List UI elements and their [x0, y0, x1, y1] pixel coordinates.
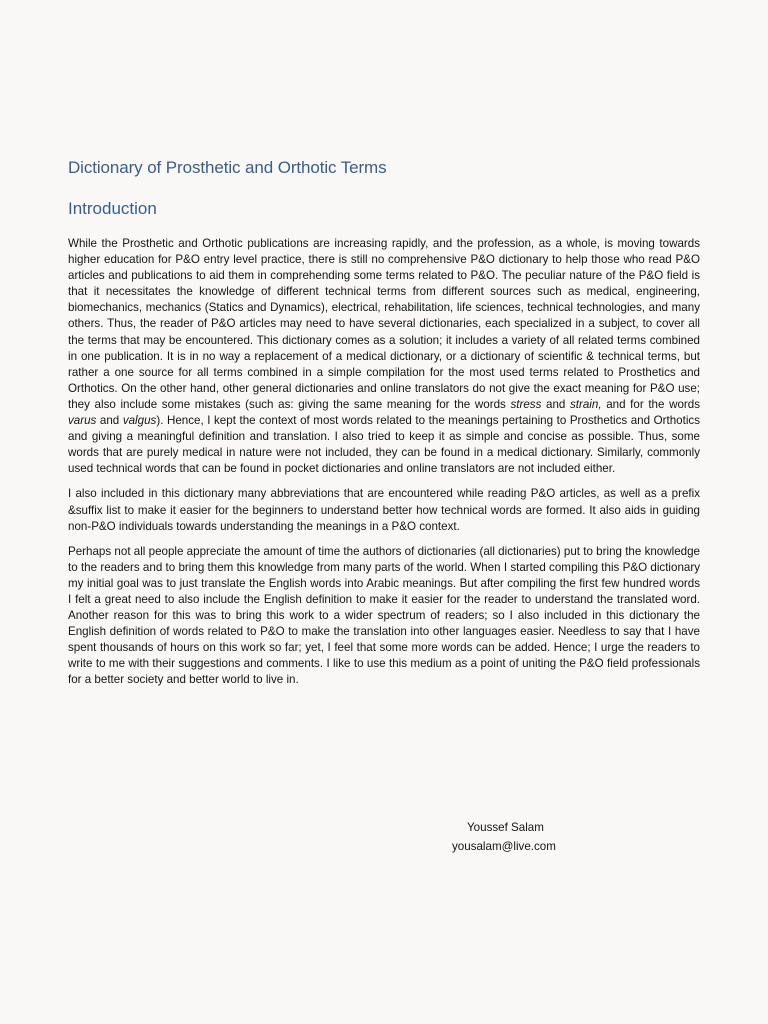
section-heading-introduction: Introduction — [68, 199, 157, 218]
author-email: yousalam@live.com — [452, 840, 556, 853]
term-strain: strain, — [569, 397, 602, 411]
term-valgus: valgus — [122, 414, 157, 428]
paragraph-1 — [68, 236, 700, 477]
paragraph-1-text-e: ). Hence, I kept the context of most words related to the meanings pertaining to Prosthetics and Orthotics and giving a meaningful definition and translation. I also tried to keep it as simple and concise as possible. Thus, some words that are purely medical in nature were not included, they can be found in a medical dictionary. Similarly, commonly used technical words that can be found in pocket dictionaries and online translators are not included either. — [68, 414, 700, 476]
term-varus: varus — [68, 414, 97, 428]
paragraph-1-text-d: and — [96, 414, 123, 428]
signature-block — [452, 818, 592, 856]
paragraph-1-text-a: While the Prosthetic and Orthotic publications are increasing rapidly, and the profession, as a whole, is moving towards higher education for P&O entry level practice, there is still no comprehensive P&O dictionary to help those who read P&O articles and publications to aid them in comprehending some terms related to P&O. The peculiar nature of the P&O field is that it necessitates the knowledge of different technical terms from different sources such as medical, engineering, biomechanics, mechanics (Statics and Dynamics), electrical, rehabilitation, life sciences, technical technologies, and many others. Thus, the reader of P&O articles may need to have several dictionaries, each specialized in a subject, to cover all the terms that may be encountered. This dictionary comes as a solution; it includes a variety of all related terms combined in one publication. It is in no way a replacement of a medical dictionary, or a dictionary of scientific & technical terms, but rather a one source for all terms combined in a simple compilation for the most used terms related to Prosthetics and Orthotics. On the other hand, other general dictionaries and online translators do not give the exact meaning for P&O use; they also include some mistakes (such as: giving the same meaning for the words — [68, 237, 700, 411]
paragraph-2: I also included in this dictionary many abbreviations that are encountered while reading P&O articles, as well as a prefix &suffix list to make it easier for the beginners to understand better how technical words are formed. It also aids in guiding non-P&O individuals towards understanding the meanings in a P&O context. — [68, 487, 700, 533]
paragraph-1-text-b: and — [541, 397, 570, 411]
paragraph-3: Perhaps not all people appreciate the amount of time the authors of dictionaries (all dictionaries) put to bring the knowledge to the readers and to bring them this knowledge from many parts of the world. When I started compiling this P&O dictionary my initial goal was to just translate the English words into Arabic meanings. But after compiling the first few hundred words I felt a great need to also include the English definition to make it easier for the reader to understand the translated word. Another reason for this was to bring this work to a wider spectrum of readers; so I also included in this dictionary the English definition of words related to P&O to make the translation into other languages easier. Needless to say that I have spent thousands of hours on this work so far; yet, I feel that some more words can be added. Hence; I urge the readers to write to me with their suggestions and comments. I like to use this medium as a point of uniting the P&O field professionals for a better society and better world to live in. — [68, 544, 700, 687]
term-stress: stress — [510, 397, 542, 411]
author-name: Youssef Salam — [467, 821, 544, 834]
introduction-body — [68, 236, 700, 698]
paragraph-1-text-c: and for the words — [601, 397, 700, 411]
document-title: Dictionary of Prosthetic and Orthotic Terms — [68, 158, 387, 177]
